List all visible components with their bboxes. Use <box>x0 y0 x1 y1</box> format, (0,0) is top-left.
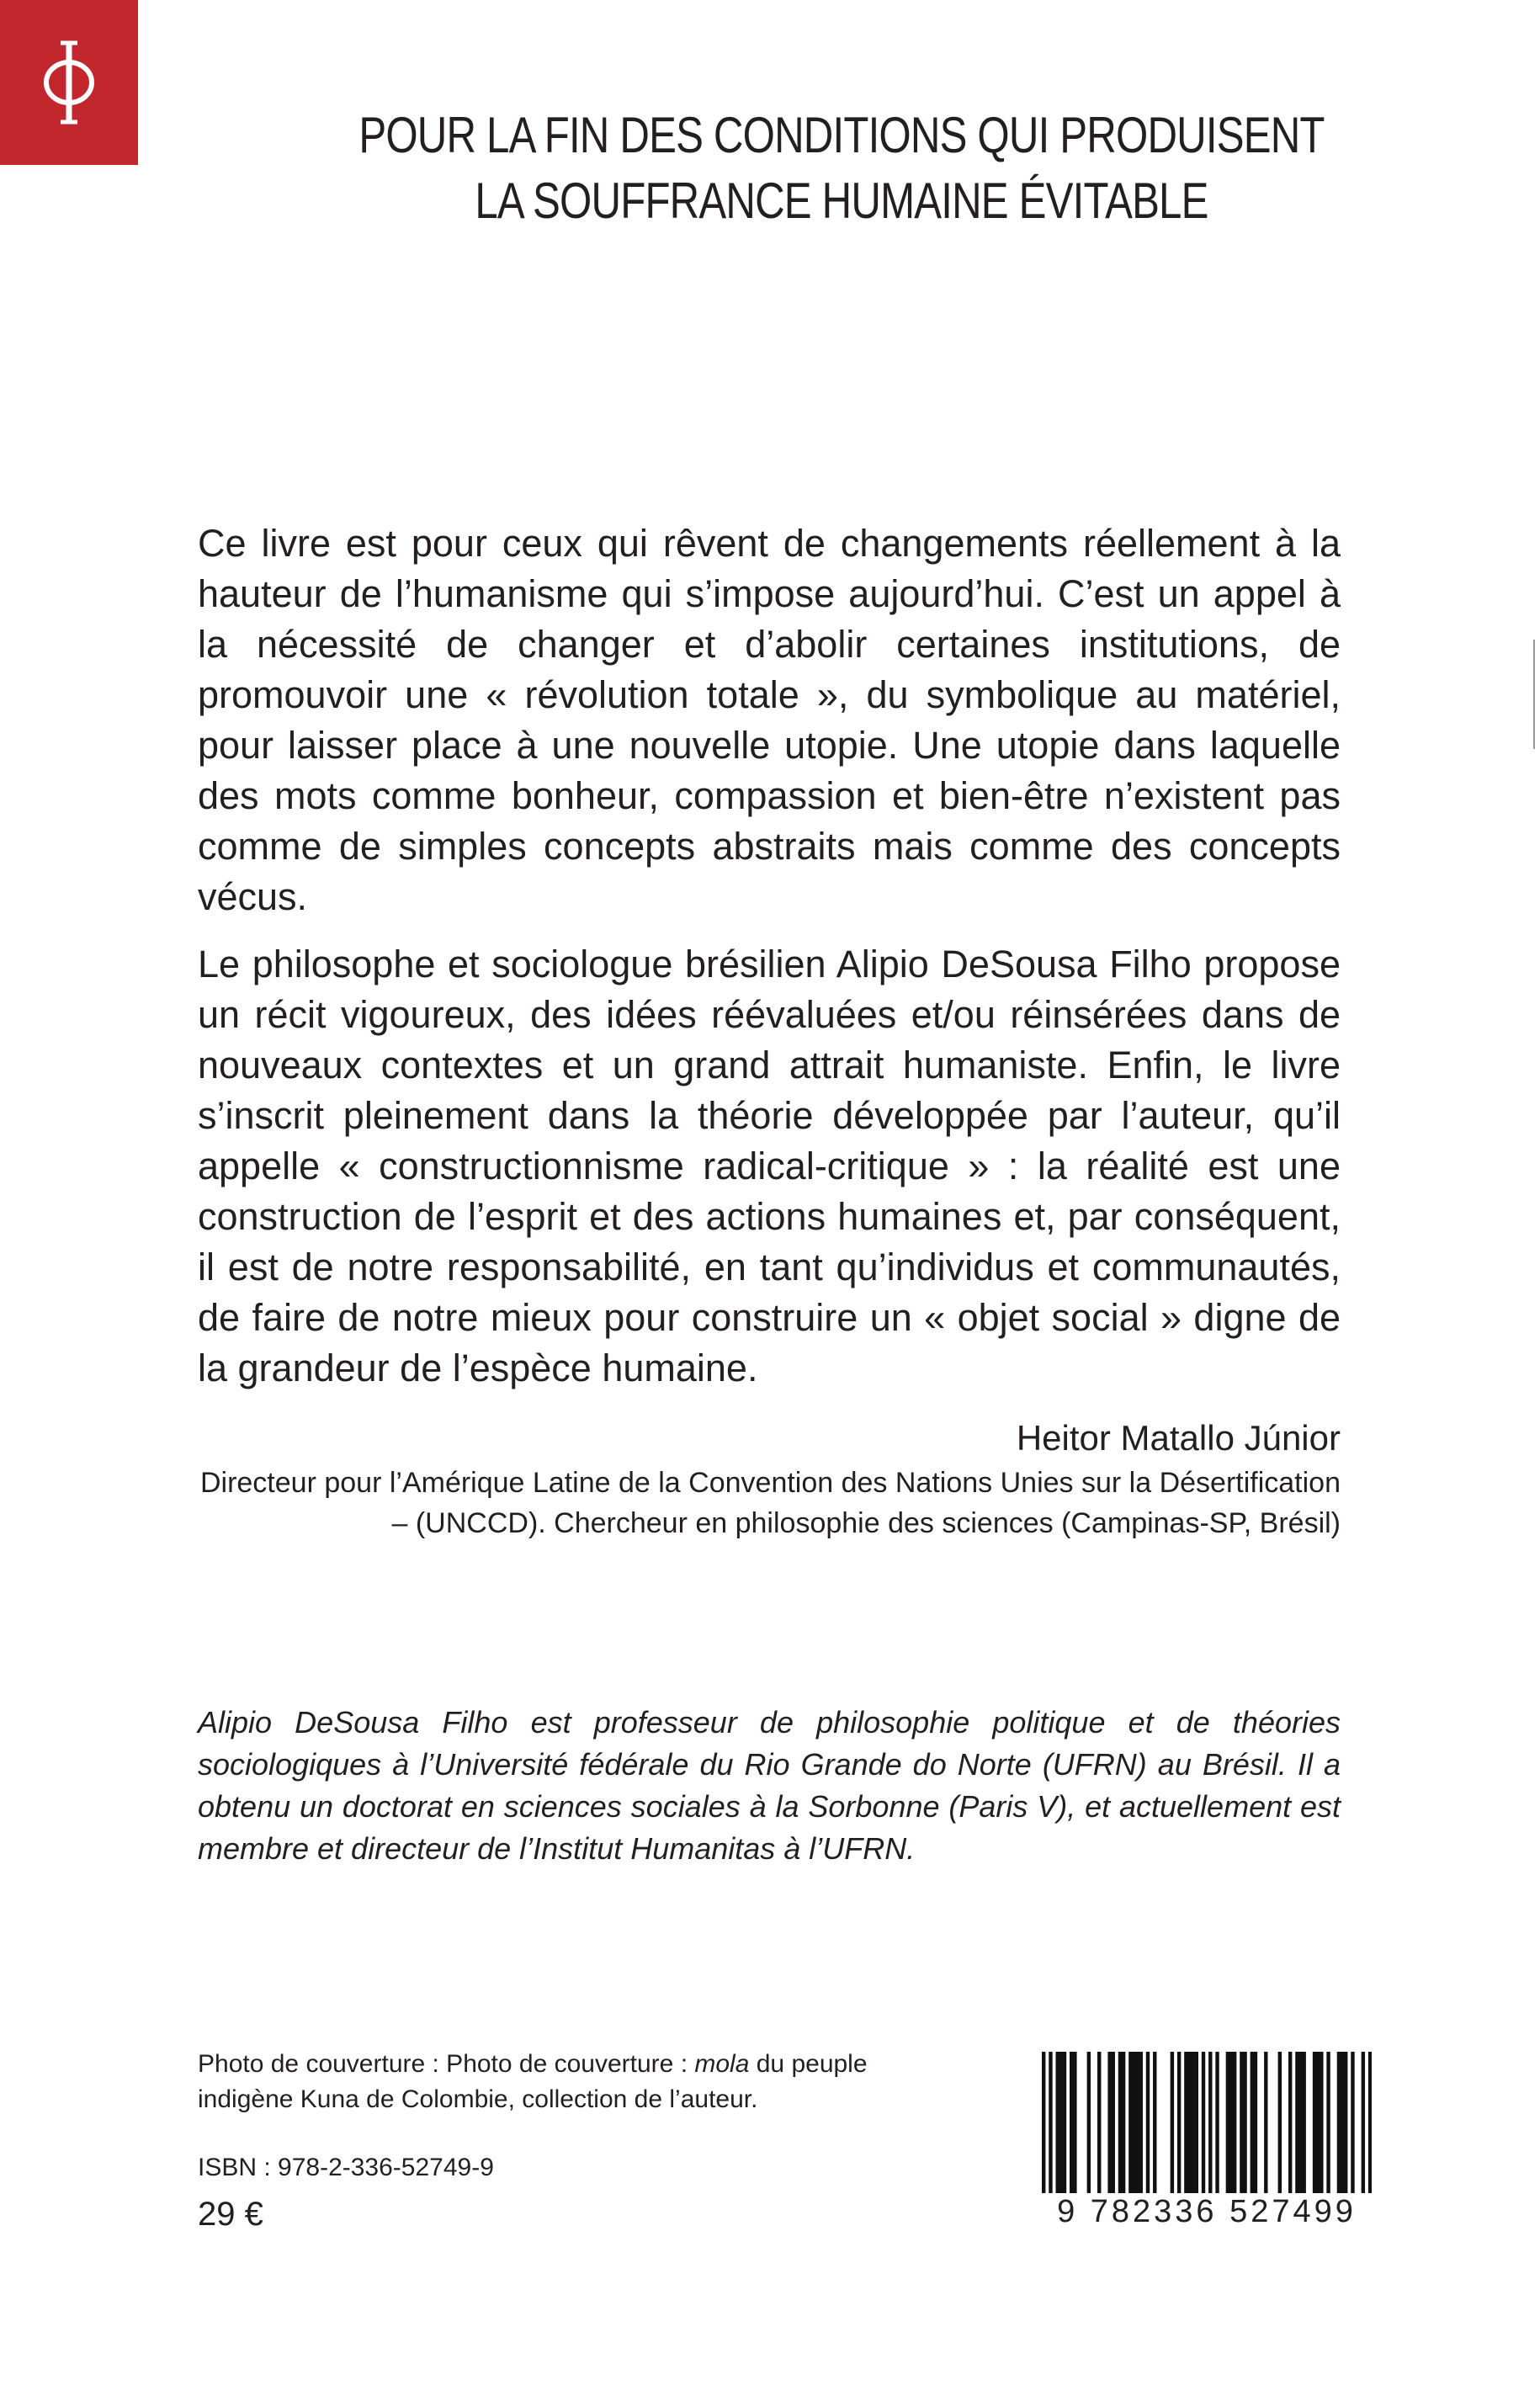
description-paragraph-2: Le philosophe et sociologue brésilien Alipio DeSousa Filho propose un récit vigoureux, des idées réévaluées et/ou réinsérées dans de nouveaux contextes et un grand attrait humaniste. Enfin, le livre s’inscrit pleinement dans la théorie développée par l’auteur, qu’il appelle « constructionnisme radical-critique » : la réalité est une construction de l’esprit et des actions humaines et, par conséquent, il est de notre responsabilité, en tant qu’individus et communautés, de faire de notre mieux pour construire un « objet social » digne de la grandeur de l’espèce humaine. <box>198 943 1341 1389</box>
cover-photo-credit <box>198 2047 938 2117</box>
barcode-bar <box>1153 2052 1156 2193</box>
author-name: Alipio DeSousa Filho <box>198 1705 508 1740</box>
barcode-bar <box>1112 2052 1115 2193</box>
barcode-bar <box>1128 2052 1132 2193</box>
barcode-bar <box>1059 2052 1063 2193</box>
credit-emphasis: mola <box>694 2050 750 2078</box>
barcode-bar <box>1215 2052 1219 2193</box>
title-line-2: LA SOUFFRANCE HUMAINE ÉVITABLE <box>475 173 1208 229</box>
barcode-bar <box>1243 2052 1246 2193</box>
barcode-bar <box>1070 2052 1073 2193</box>
barcode-bar <box>1135 2052 1139 2193</box>
barcode-bar <box>1063 2052 1066 2193</box>
barcode-bar <box>1122 2052 1125 2193</box>
barcode-bar <box>1171 2052 1174 2193</box>
barcode-bar <box>1320 2052 1323 2193</box>
barcode-bar <box>1316 2052 1320 2193</box>
barcode-bar <box>1132 2052 1135 2193</box>
barcode-bar <box>1351 2052 1354 2193</box>
author-bio <box>198 1702 1341 1870</box>
barcode-bar <box>1073 2052 1076 2193</box>
barcode-bar <box>1195 2052 1198 2193</box>
edge-mark <box>1533 640 1535 749</box>
title-line-1: POUR LA FIN DES CONDITIONS QUI PRODUISENT <box>358 107 1325 163</box>
barcode-bar <box>1087 2052 1091 2193</box>
book-description <box>198 518 1341 1394</box>
barcode-bar <box>1326 2052 1330 2193</box>
barcode-bar <box>1295 2052 1298 2193</box>
barcode-bar <box>1187 2052 1191 2193</box>
barcode-bar <box>1184 2052 1187 2193</box>
isbn: ISBN : 978-2-336-52749-9 <box>198 2154 494 2181</box>
reviewer-role: Directeur pour l’Amérique Latine de la Convention des Nations Unies sur la Désertification – (UNCCD). Chercheur en philosophie des sciences (Campinas-SP, Brésil) <box>199 1467 1341 1539</box>
barcode-bar <box>1264 2052 1267 2193</box>
barcode-bar <box>1288 2052 1292 2193</box>
book-title <box>276 103 1408 234</box>
barcode-bar <box>1097 2052 1101 2193</box>
barcode-bar <box>1278 2052 1282 2193</box>
barcode-bar <box>1056 2052 1059 2193</box>
barcode-bar <box>1146 2052 1150 2193</box>
barcode-bar <box>1337 2052 1341 2193</box>
barcode-bar <box>1251 2052 1254 2193</box>
barcode-bar <box>1229 2052 1233 2193</box>
barcode-bar <box>1254 2052 1257 2193</box>
reviewer-name: Heitor Matallo Júnior <box>1016 1418 1341 1458</box>
barcode-bar <box>1344 2052 1347 2193</box>
barcode-bar <box>1302 2052 1305 2193</box>
credit-prefix: Photo de couverture : Photo de couverture : <box>198 2050 695 2078</box>
barcode-bar <box>1226 2052 1229 2193</box>
price: 29 € <box>198 2196 263 2233</box>
barcode-bar <box>1240 2052 1243 2193</box>
barcode-bar <box>1341 2052 1344 2193</box>
barcode-bar <box>1233 2052 1236 2193</box>
barcode-digits: 9 782336 527499 <box>1042 2193 1372 2230</box>
barcode-bar <box>1177 2052 1181 2193</box>
barcode-bar <box>1298 2052 1302 2193</box>
barcode-bar <box>1118 2052 1122 2193</box>
credit-suffix: du peuple indigène Kuna de Colombie, collection de l’auteur. <box>198 2050 868 2113</box>
barcode-bar <box>1191 2052 1194 2193</box>
description-paragraph-1: Ce livre est pour ceux qui rêvent de changements réellement à la hauteur de l’humanisme qui s’impose aujourd’hui. C’est un appel à la nécessité de changer et d’abolir certaines institutions, de promouvoir une « révolution totale », du symbolique au matériel, pour laisser place à une nouvelle utopie. Une utopie dans laquelle des mots comme bonheur, compassion et bien-être n’existent pas comme de simples concepts abstraits mais comme des concepts vécus. <box>198 522 1341 918</box>
barcode-bar <box>1139 2052 1143 2193</box>
barcode-bar <box>1313 2052 1316 2193</box>
barcode-bar <box>1107 2052 1111 2193</box>
reviewer-signature <box>198 1416 1341 1543</box>
publisher-logo <box>0 0 138 165</box>
author-bio-text: est professeur de philosophie politique et de théories sociologiques à l’Université fédérale du Rio Grande do Norte (UFRN) au Brésil. Il a obtenu un doctorat en sciences sociales à la Sorbonne (Paris V), et actuellement est membre et directeur de l’Institut Humanitas à l’UFRN. <box>198 1705 1341 1866</box>
phi-icon <box>35 36 103 129</box>
